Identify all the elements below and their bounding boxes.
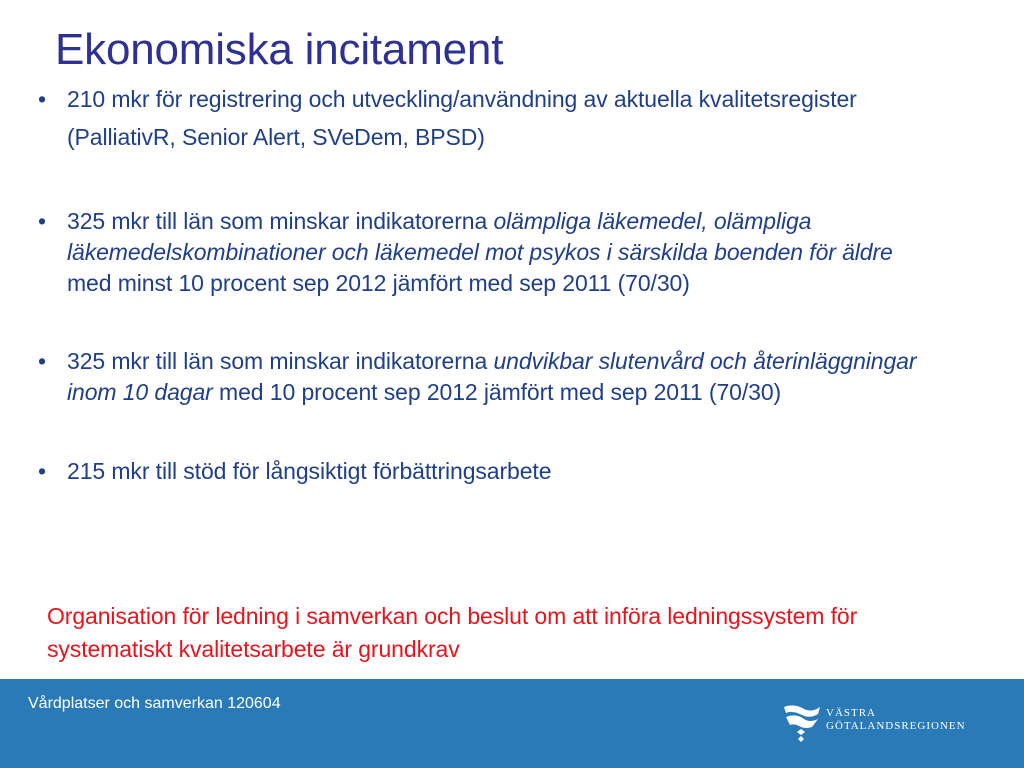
bullet-symbol: • bbox=[38, 86, 46, 112]
bullet-text: 215 mkr till stöd för långsiktigt förbättringsarbete bbox=[67, 458, 552, 484]
bullet-text-prefix: 325 mkr till län som minskar indikatorerna bbox=[67, 208, 494, 234]
bullet-list bbox=[32, 80, 932, 487]
bullet-symbol: • bbox=[38, 208, 46, 234]
bullet-text-suffix: med minst 10 procent sep 2012 jämfört med sep 2011 (70/30) bbox=[67, 270, 690, 296]
footer-bar bbox=[0, 679, 1024, 768]
requirement-note: Organisation för ledning i samverkan och beslut om att införa ledningssystem för systematiskt kvalitetsarbete är grundkrav bbox=[47, 603, 858, 662]
bullet-item-2 bbox=[32, 206, 932, 299]
bullet-text: 210 mkr för registrering och utveckling/användning av aktuella kvalitetsregister (PalliativR, Senior Alert, SVeDem, BPSD) bbox=[67, 86, 857, 150]
bullet-item-3 bbox=[32, 346, 932, 408]
vastra-gotalandsregionen-logo-icon bbox=[782, 701, 822, 743]
bullet-symbol: • bbox=[38, 458, 46, 484]
footer-text: Vårdplatser och samverkan 120604 bbox=[28, 695, 281, 712]
bullet-text-emphasis: olämpliga läkemedel, olämpliga läkemedelskombinationer och läkemedel mot psykos i särskilda boenden för äldre bbox=[67, 208, 893, 265]
bullet-text-emphasis: undvikbar slutenvård och återinläggningar inom 10 dagar bbox=[67, 348, 917, 405]
bullet-text-suffix: med 10 procent sep 2012 jämfört med sep 2011 (70/30) bbox=[212, 379, 782, 405]
bullet-item-4 bbox=[32, 456, 932, 487]
bullet-item-1 bbox=[32, 80, 932, 156]
bullet-text-prefix: 325 mkr till län som minskar indikatorerna bbox=[67, 348, 494, 374]
logo-text-line-2: GÖTALANDSREGIONEN bbox=[826, 720, 966, 732]
slide-title: Ekonomiska incitament bbox=[55, 25, 504, 74]
bullet-symbol: • bbox=[38, 348, 46, 374]
region-logo bbox=[782, 701, 982, 745]
logo-text-line-1: VÄSTRA bbox=[826, 707, 877, 719]
